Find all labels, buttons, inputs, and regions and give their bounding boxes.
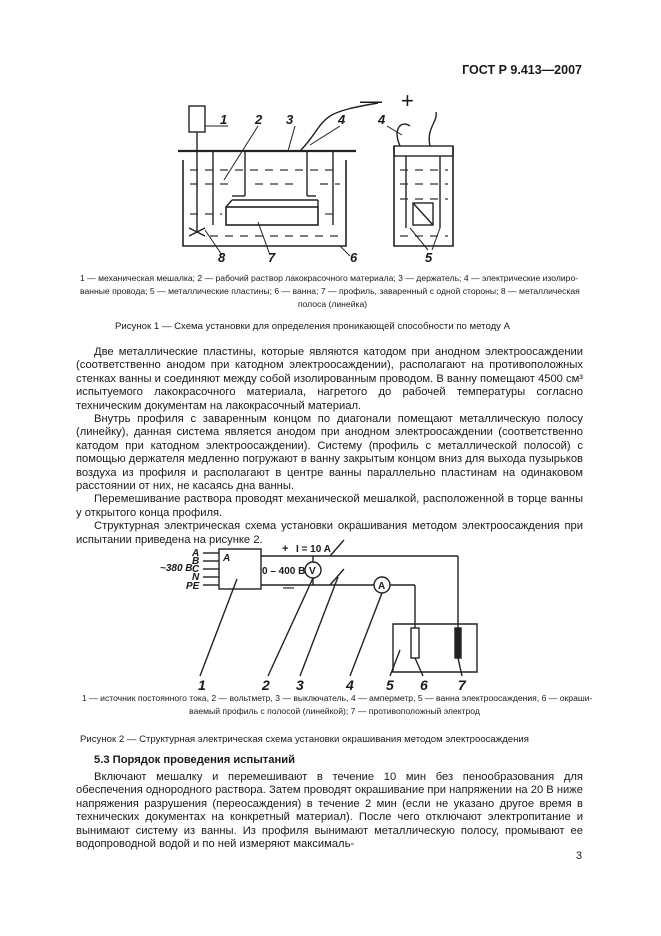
paragraph-1: Две металлические пластины, которые являются катодом при анодном электроосаждении (соответственно анодом при катодном электроосаждении), располагают на противоположных стенках ванны и соединяют между собой изолированным проводом. В ванну помещают 4500 см³ испытуемого лакокрасочного материала, нагретого до рабочей температуры согласно техническим документам на лакокрасочный материал. bbox=[76, 346, 584, 412]
svg-text:3: 3 bbox=[296, 677, 304, 693]
svg-text:C: C bbox=[192, 564, 200, 575]
paragraph-2: Внутрь профиля с заваренным концом по диагонали помещают металлическую полосу (линейку), данная система является анодом при анодном электроосаждении (соответственно катодом при катодном электроосаждении). Систему (профиль с металлической полосой) с помощью держателя медленно погружают в ванну закрытым концом вниз для выхода пузырьков воздуха из профиля и располагают в центре ванны параллельно пластинам на одинаковом расстоянии от них, не касаясь дна ванны. bbox=[76, 413, 583, 493]
current-label: I = 10 A bbox=[296, 544, 331, 555]
svg-text:A: A bbox=[192, 548, 200, 559]
fig1-label-4b: 4 bbox=[378, 112, 386, 127]
fig1-label-2: 2 bbox=[255, 112, 263, 127]
fig1-label-1: 1 bbox=[220, 112, 228, 127]
figure2-caption: Рисунок 2 — Структурная электрическая схема установки окрашивания методом электроосаждения bbox=[80, 734, 529, 745]
svg-text:5: 5 bbox=[386, 677, 394, 693]
fig1-label-6: 6 bbox=[350, 250, 358, 265]
svg-text:7: 7 bbox=[458, 677, 466, 693]
figure2-legend: 1 — источник постоянного тока, 2 — вольтметр, 3 — выключатель, 4 — амперметр, 5 — ванна электроосаждения, 6 — окраши- ваемый профиль с полосой (линейкой); 7 — противоположный электрод bbox=[82, 693, 593, 716]
svg-text:A: A bbox=[378, 581, 386, 592]
svg-text:—: — bbox=[283, 582, 294, 594]
svg-text:N: N bbox=[192, 572, 200, 583]
svg-text:+: + bbox=[282, 543, 289, 555]
plus-sign: + bbox=[401, 88, 414, 113]
svg-text:4: 4 bbox=[346, 677, 354, 693]
svg-text:6: 6 bbox=[420, 677, 428, 693]
voltage-range: 0 – 400 В bbox=[262, 566, 306, 577]
fig1-label-3: 3 bbox=[286, 112, 294, 127]
electrodeposition-bath bbox=[393, 624, 477, 672]
section-title: 5.3 Порядок проведения испытаний bbox=[94, 754, 295, 766]
supply-label: ~380 В bbox=[160, 563, 193, 574]
paragraph-3: Перемешивание раствора проводят механической мешалкой, расположенной в торце ванны у открытого конца профиля. bbox=[76, 493, 583, 519]
section-text: Включают мешалку и перемешивают в течение 10 мин без пенообразования для обеспечения однородного раствора. Затем проводят окрашивание при напряжении на 20 В ниже напряжения разрушения (переосаждения) в течение 2 мин (если не указано другое время в технических документах на конкретный материал). После чего отключают электропитание и вынимают систему из ванны. Из профиля вынимают металлическую полосу, промывают ее водопроводной водой и по ней измеряют максималь- bbox=[76, 771, 583, 851]
svg-text:V: V bbox=[309, 566, 316, 577]
svg-text:2: 2 bbox=[262, 677, 270, 693]
paragraph-4: Структурная электрическая схема установки окрашивания методом электроосаждения при испытании приведена на рисунке 2. bbox=[76, 520, 583, 546]
page-number: 3 bbox=[575, 850, 582, 862]
svg-text:A: A bbox=[223, 553, 231, 564]
svg-text:1: 1 bbox=[198, 677, 206, 693]
fig1-label-7: 7 bbox=[268, 250, 276, 265]
fig1-label-8: 8 bbox=[218, 250, 226, 265]
minus-sign: — bbox=[360, 88, 382, 113]
svg-text:B: B bbox=[192, 556, 200, 567]
fig1-label-5: 5 bbox=[425, 250, 433, 265]
figure1-legend: 1 — механическая мешалка; 2 — рабочий раствор лакокрасочного материала; 3 — держатель; 4 — электрические изолиро- ванные провода; 5 — металлические пластины; 6 — ванна; 7 — профиль, заваренный с одной стороны; 8 — металлическая полоса (линейка) bbox=[80, 273, 580, 309]
figure1-caption: Рисунок 1 — Схема установки для определения проникающей способности по методу А bbox=[115, 321, 511, 332]
document-id: ГОСТ Р 9.413—2007 bbox=[462, 63, 582, 77]
svg-text:PE: PE bbox=[186, 581, 200, 592]
fig1-label-4: 4 bbox=[338, 112, 346, 127]
